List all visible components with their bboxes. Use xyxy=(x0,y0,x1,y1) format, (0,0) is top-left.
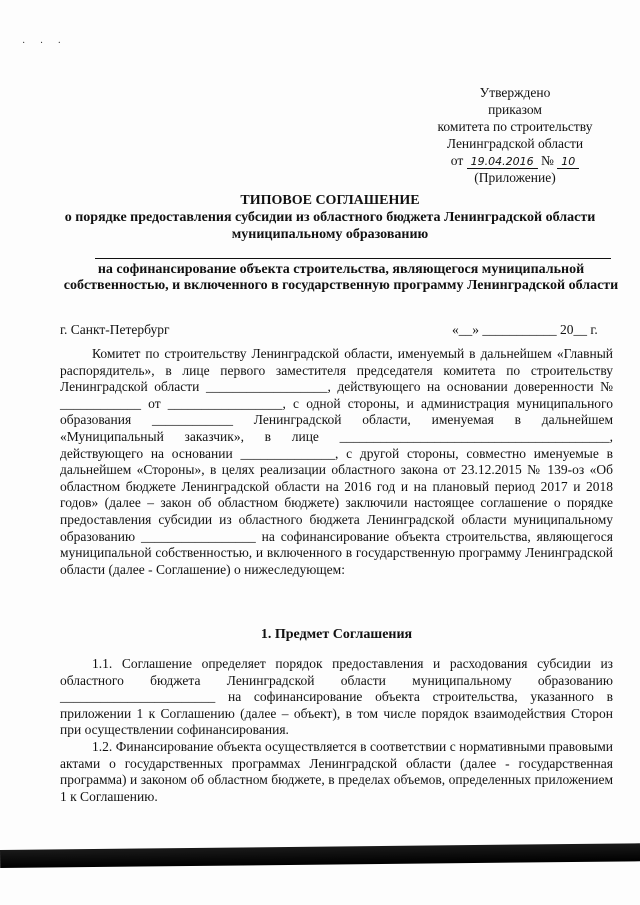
approval-date-line xyxy=(405,152,625,169)
section-1-heading: 1. Предмет Соглашения xyxy=(260,627,413,642)
clause-1-2: 1.2. Финансирование объекта осуществляется в соответствии с нормативными правовыми актами о государственных программах Ленинградской области (далее - государственная программа) и законом об областном бюджете, в пределах объемов, определенных приложением 1 к Соглашению. xyxy=(60,738,613,804)
approval-line-1: Утверждено xyxy=(479,85,551,100)
document-title xyxy=(60,192,600,243)
approval-number-label: № xyxy=(540,153,554,168)
section-1-clauses xyxy=(60,656,613,805)
date-line: «__» ___________ 20__ г. xyxy=(452,322,598,337)
city: г. Санкт-Петербург xyxy=(60,322,170,337)
title-line-1: ТИПОВОЕ СОГЛАШЕНИЕ xyxy=(240,193,420,208)
document-subtitle: на софинансирование объекта строительства, являющегося муниципальной собственностью, и включенного в государственную программу Ленинградской области xyxy=(63,262,619,293)
approval-line-4: Ленинградской области xyxy=(446,136,584,151)
approval-from-label: от xyxy=(450,153,464,168)
preamble-paragraph: Комитет по строительству Ленинградской области, именуемый в дальнейшем «Главный распорядитель», в лице первого заместителя председателя комитета по строительству Ленинградской области __________________, действующего на основании доверенности № ____________ от _________________, с одной стороны, и администрация муниципального образования ____________ Ленинградской области, именуемая в дальнейшем «Муниципальный заказчик», в лице ________________________________________, действующего на основании ______________, с другой стороны, совместно именуемые в дальнейшем «Стороны», в целях реализации областного закона от 23.12.2015 № 139-оз «Об областном бюджете Ленинградской области на 2016 год и на плановый период 2017 и 2018 годов» (далее – закон об областном бюджете) заключили настоящее соглашение о порядке предоставления субсидии из областного бюджета Ленинградской области муниципальному образованию _________________ на софинансирование объекта строительства, являющегося муниципальной собственностью, и включенного в государственную программу Ленинградской области (далее - Соглашение) о нижеследующем: xyxy=(60,346,613,577)
approval-appendix: (Приложение) xyxy=(474,170,556,185)
title-line-2: о порядке предоставления субсидии из областного бюджета Ленинградской области муниципальному образованию xyxy=(64,210,596,242)
approval-stamp-block xyxy=(405,84,625,186)
approval-date-handwritten: 19.04.2016 xyxy=(467,155,538,169)
scan-specks: · · · xyxy=(22,38,67,49)
scan-edge-bar xyxy=(0,843,640,868)
approval-line-2: приказом xyxy=(488,102,542,117)
approval-number-handwritten: 10 xyxy=(557,155,579,169)
municipality-blank-line xyxy=(95,258,611,259)
clause-1-1: 1.1. Соглашение определяет порядок предоставления и расходования субсидии из областного бюджета Ленинградской области муниципальному образованию _______________________ на софинансирование объекта строительства, указанного в приложении 1 к Соглашению (далее – объект), в том числе порядок взаимодействия Сторон при осуществлении софинансирования. xyxy=(60,656,613,738)
approval-line-3: комитета по строительству xyxy=(437,119,593,134)
